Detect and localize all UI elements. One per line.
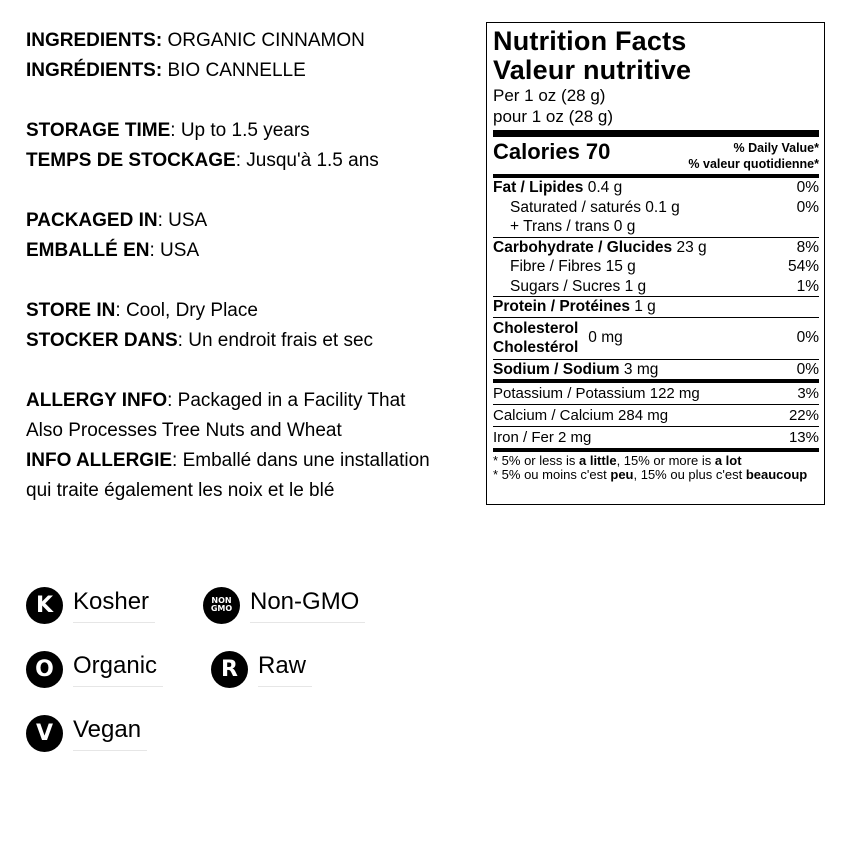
non-gmo-label: Non-GMO <box>250 588 365 623</box>
serving-size-fr: pour 1 oz (28 g) <box>493 107 614 126</box>
nutrition-title-en: Nutrition Facts <box>493 26 687 56</box>
ingredients-line: INGREDIENTS: ORGANIC CINNAMON <box>26 30 365 51</box>
packaged-fr-line: EMBALLÉ EN: USA <box>26 240 200 261</box>
nutrition-facts-panel <box>486 22 825 505</box>
kosher-badge <box>26 585 155 625</box>
fibre-row: Fibre / Fibres 15 g 54% <box>510 258 819 275</box>
serving-size-en: Per 1 oz (28 g) <box>493 86 606 105</box>
nutrition-title-fr: Valeur nutritive <box>493 55 692 85</box>
calcium-row: Calcium / Calcium 284 mg 22% <box>493 407 819 424</box>
packaged-line: PACKAGED IN: USA <box>26 210 208 231</box>
raw-label: Raw <box>258 652 312 687</box>
iron-row: Iron / Fer 2 mg 13% <box>493 429 819 446</box>
kosher-label: Kosher <box>73 588 155 623</box>
footnote: * 5% or less is a little, 15% or more is a lot * 5% ou moins c'est peu, 15% ou plus c'est beaucoup <box>493 453 808 482</box>
vegan-badge <box>26 713 147 753</box>
protein-row: Protein / Protéines 1 g <box>493 298 656 315</box>
allergy-fr-line: INFO ALLERGIE: Emballé dans une installation <box>26 450 430 471</box>
ingredients-fr-line: INGRÉDIENTS: BIO CANNELLE <box>26 60 306 81</box>
non-gmo-badge <box>203 585 365 625</box>
cholesterol-row: Cholesterol Cholestérol 0 mg 0% <box>493 320 819 356</box>
saturated-row: Saturated / saturés 0.1 g 0% <box>510 198 819 216</box>
vegan-icon: V <box>26 715 63 752</box>
potassium-row: Potassium / Potassium 122 mg 3% <box>493 385 819 402</box>
trans-row: + Trans / trans 0 g <box>510 218 636 235</box>
storage-fr-line: TEMPS DE STOCKAGE: Jusqu'à 1.5 ans <box>26 150 379 171</box>
sugars-row: Sugars / Sucres 1 g 1% <box>510 277 819 295</box>
vegan-label: Vegan <box>73 716 147 751</box>
store-line: STORE IN: Cool, Dry Place <box>26 300 258 321</box>
kosher-icon: K <box>26 587 63 624</box>
allergy-line: ALLERGY INFO: Packaged in a Facility That <box>26 390 406 411</box>
calories-row <box>493 137 819 174</box>
non-gmo-icon: NON GMO <box>203 587 240 624</box>
carbohydrate-row: Carbohydrate / Glucides 23 g 8% <box>493 238 819 256</box>
allergy-line-2: Also Processes Tree Nuts and Wheat <box>26 420 342 441</box>
organic-label: Organic <box>73 652 163 687</box>
organic-icon: O <box>26 651 63 688</box>
store-fr-line: STOCKER DANS: Un endroit frais et sec <box>26 330 374 351</box>
raw-badge <box>211 649 312 689</box>
raw-icon: R <box>211 651 248 688</box>
storage-line: STORAGE TIME: Up to 1.5 years <box>26 120 310 141</box>
product-info <box>26 26 481 506</box>
sodium-row: Sodium / Sodium 3 mg 0% <box>493 360 819 378</box>
allergy-fr-line-2: qui traite également les noix et le blé <box>26 480 335 501</box>
fat-row: Fat / Lipides 0.4 g 0% <box>493 179 819 196</box>
calories: Calories 70 <box>493 139 611 164</box>
organic-badge <box>26 649 163 689</box>
daily-value-header: % Daily Value* % valeur quotidienne* <box>688 141 819 171</box>
